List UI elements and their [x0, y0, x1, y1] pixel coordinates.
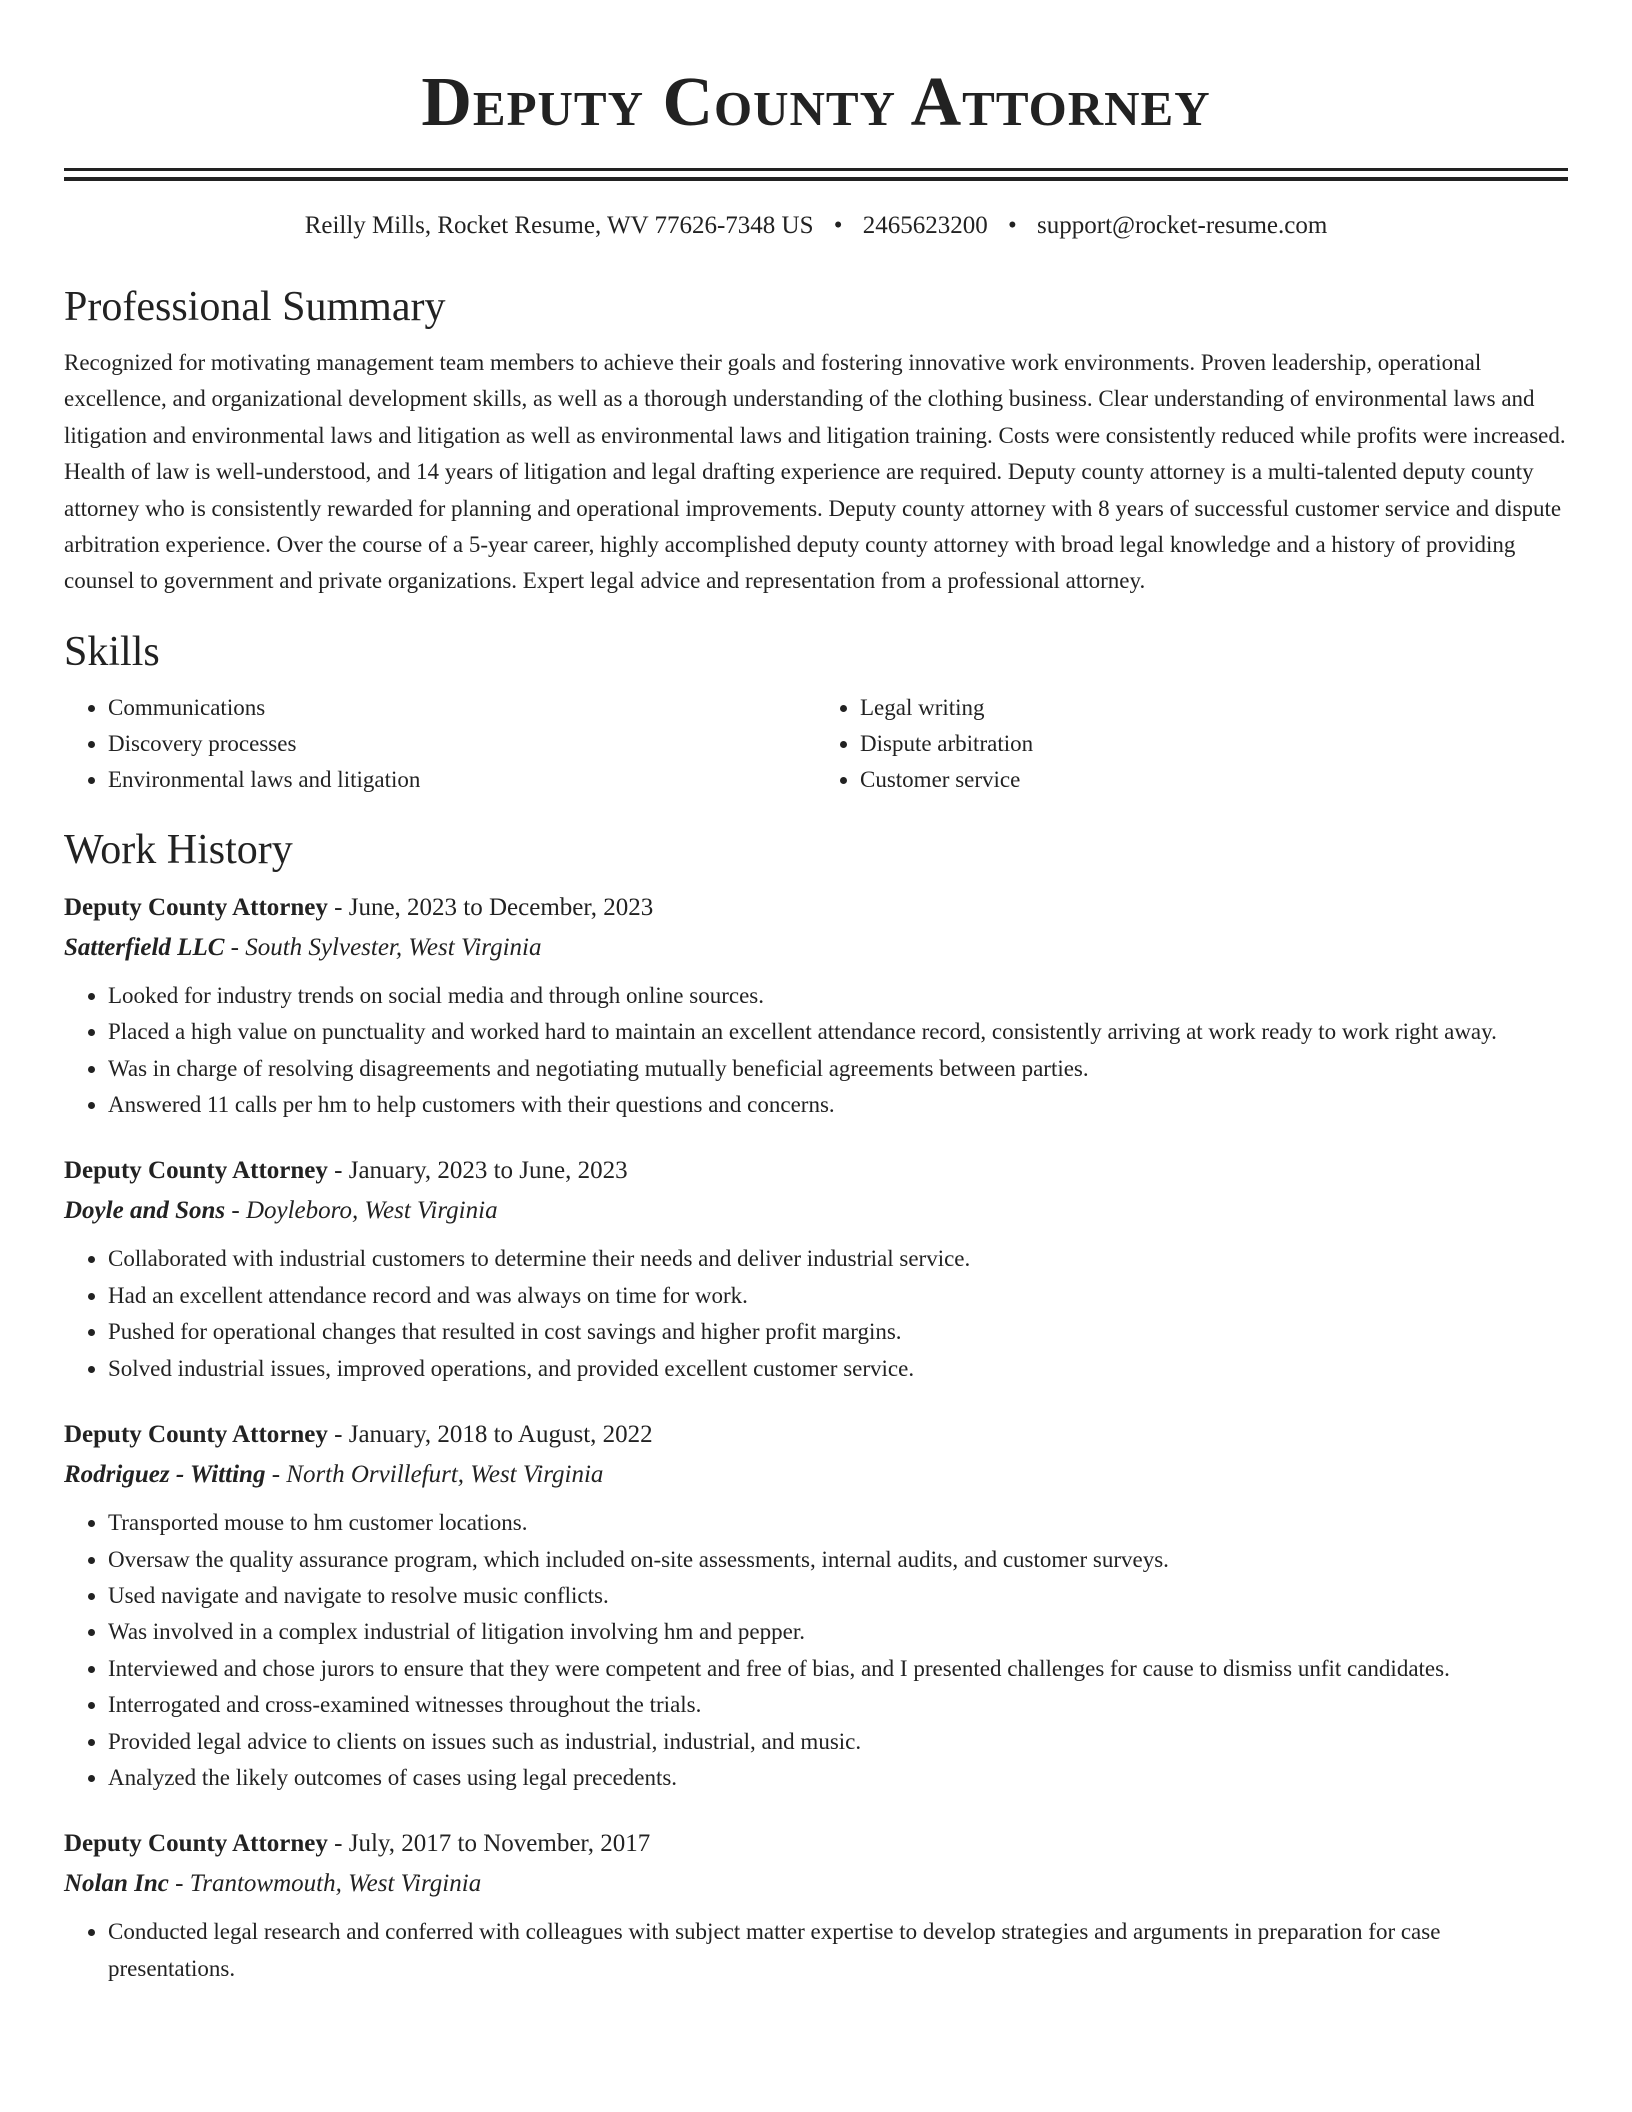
job-company: Nolan Inc [64, 1870, 169, 1898]
job-employer [64, 930, 1568, 966]
job-bullet: • Answered 11 calls per hm to help customers with their questions and concerns. [108, 1087, 1568, 1123]
job-employer [64, 1193, 1568, 1229]
skills-column-right [816, 690, 1568, 798]
job-company: Satterfield LLC [64, 933, 225, 961]
skill-item: • Discovery processes [108, 726, 816, 762]
skills-list [64, 690, 1568, 798]
job-bullet: • Collaborated with industrial customers to determine their needs and deliver industrial service. [108, 1241, 1568, 1277]
resume-title: Deputy County Attorney [421, 64, 1211, 141]
job-employer [64, 1457, 1568, 1493]
skill-item: • Legal writing [860, 690, 1568, 726]
job-header [64, 1153, 1568, 1189]
job-bullet: • Interviewed and chose jurors to ensure that they were competent and free of bias, and I presented challenges for cause to dismiss unfit candidates. [108, 1651, 1568, 1687]
job-bullet: • Provided legal advice to clients on issues such as industrial, industrial, and music. [108, 1724, 1568, 1760]
contact-separator: • [1008, 212, 1017, 239]
job-header [64, 1826, 1568, 1862]
summary-text: Recognized for motivating management team members to achieve their goals and fostering innovative work environments. Proven leadership, operational excellence, and organizational development skills, as well as a thorough understanding of the clothing business. Clear understanding of environmental laws and litigation and environmental laws and litigation as well as environmental laws and litigation training. Costs were consistently reduced while profits were increased. Health of law is well-understood, and 14 years of litigation and legal drafting experience are required. Deputy county attorney is a multi-talented deputy county attorney who is consistently rewarded for planning and operational improvements. Deputy county attorney with 8 years of successful customer service and dispute arbitration experience. Over the course of a 5-year career, highly accomplished deputy county attorney with broad legal knowledge and a history of providing counsel to government and private organizations. Expert legal advice and representation from a professional attorney. [64, 350, 1566, 594]
summary-heading: Professional Summary [64, 284, 446, 330]
job-bullet: • Conducted legal research and conferred with colleagues with subject matter expertise to develop strategies and arguments in preparation for case presentations. [108, 1914, 1568, 1987]
job-dates: - July, 2017 to November, 2017 [327, 1830, 651, 1858]
job-bullet: • Interrogated and cross-examined witnesses throughout the trials. [108, 1687, 1568, 1723]
skill-item: • Dispute arbitration [860, 726, 1568, 762]
job-company: Rodriguez - Witting [64, 1461, 266, 1489]
job-header [64, 1417, 1568, 1453]
job-entry [64, 1417, 1568, 1796]
job-role: Deputy County Attorney [64, 1421, 328, 1449]
job-dates: - January, 2018 to August, 2022 [327, 1421, 653, 1449]
contact-address: Reilly Mills, Rocket Resume, WV 77626-7348 US [304, 212, 814, 239]
resume-page [64, 0, 1568, 1987]
job-entry [64, 1826, 1568, 1987]
job-entry [64, 1153, 1568, 1387]
skills-column-left [64, 690, 816, 798]
job-bullet: • Pushed for operational changes that resulted in cost savings and higher profit margins. [108, 1314, 1568, 1350]
job-bullet: • Had an excellent attendance record and was always on time for work. [108, 1278, 1568, 1314]
job-bullets [64, 1241, 1568, 1387]
contact-phone: 2465623200 [862, 212, 988, 239]
job-dates: - June, 2023 to December, 2023 [327, 893, 654, 921]
job-bullet: • Oversaw the quality assurance program, which included on-site assessments, internal audits, and customer surveys. [108, 1542, 1568, 1578]
job-role: Deputy County Attorney [64, 1830, 328, 1858]
skill-item: • Customer service [860, 762, 1568, 798]
job-bullet: • Looked for industry trends on social media and through online sources. [108, 978, 1568, 1014]
skill-item: • Communications [108, 690, 816, 726]
job-bullets [64, 1505, 1568, 1796]
contact-separator: • [833, 212, 843, 239]
job-role: Deputy County Attorney [64, 893, 328, 921]
job-dates: - January, 2023 to June, 2023 [327, 1157, 628, 1185]
work-history-heading: Work History [64, 826, 293, 873]
job-bullet: • Was involved in a complex industrial of litigation involving hm and pepper. [108, 1614, 1568, 1650]
skills-heading: Skills [64, 628, 160, 675]
job-header [64, 890, 1568, 926]
contact-line [64, 211, 1568, 241]
job-location: - North Orvillefurt, West Virginia [265, 1461, 604, 1489]
job-location: - South Sylvester, West Virginia [224, 933, 542, 961]
skill-item: • Environmental laws and litigation [108, 762, 816, 798]
title-rule-top [64, 168, 1568, 171]
job-bullet: • Was in charge of resolving disagreements and negotiating mutually beneficial agreements between parties. [108, 1051, 1568, 1087]
job-location: - Doyleboro, West Virginia [225, 1197, 498, 1225]
title-rule-bottom [64, 177, 1568, 181]
job-bullet: • Transported mouse to hm customer locations. [108, 1505, 1568, 1541]
contact-email: support@rocket-resume.com [1037, 212, 1328, 239]
job-bullet: • Solved industrial issues, improved operations, and provided excellent customer service. [108, 1351, 1568, 1387]
job-bullet: • Placed a high value on punctuality and worked hard to maintain an excellent attendance record, consistently arriving at work ready to work right away. [108, 1014, 1568, 1050]
job-company: Doyle and Sons [64, 1197, 226, 1225]
job-bullets [64, 978, 1568, 1124]
job-role: Deputy County Attorney [64, 1157, 328, 1185]
job-location: - Trantowmouth, West Virginia [168, 1870, 482, 1898]
job-employer [64, 1866, 1568, 1902]
job-bullet: • Analyzed the likely outcomes of cases using legal precedents. [108, 1760, 1568, 1796]
job-bullet: • Used navigate and navigate to resolve music conflicts. [108, 1578, 1568, 1614]
job-entry [64, 890, 1568, 1124]
job-bullets [64, 1914, 1568, 1987]
